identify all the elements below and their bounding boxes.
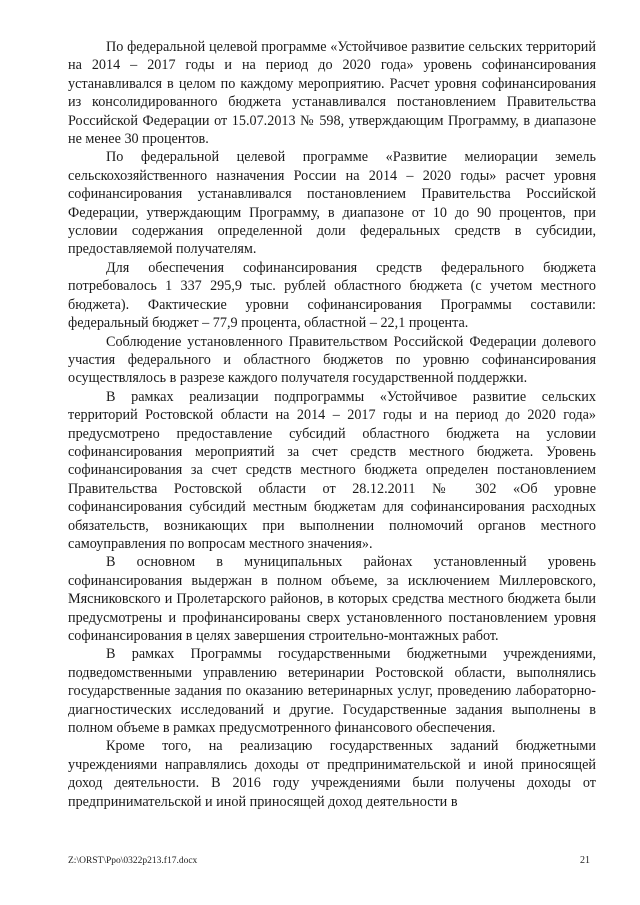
page-number: 21: [580, 855, 590, 866]
paragraph-8: Кроме того, на реализацию государственных заданий бюджетными учреждениями направлялись доходы от предпринимательской и иной приносящей доход деятельности. В 2016 году учреждениями были получены доходы от предпринимательской и иной приносящей доход деятельности в: [68, 738, 596, 810]
paragraph-6: В основном в муниципальных районах установленный уровень софинансирования выдержан в полном объеме, за исключением Миллеровского, Мясниковского и Пролетарского районов, в которых средства местного бюджета были предусмотрены и профинансированы сверх установленного постановлением уровня софинансирования в целях завершения строительно-монтажных работ.: [68, 554, 596, 644]
footer-file-path: Z:\ORST\Ppo\0322p213.f17.docx: [68, 856, 198, 866]
paragraph-5: В рамках реализации подпрограммы «Устойчивое развитие сельских территорий Ростовской области на 2014 – 2017 годы и на период до 2020 года» предусмотрено предоставление субсидий областного бюджета на условии софинансирования мероприятий за счет средств местного бюджета. Уровень софинансирования за счет средств местного бюджета определен постановлением Правительства Ростовской области от 28.12.2011 № 302 «Об уровне софинансирования субсидий местным бюджетам для софинансирования расходных обязательств, возникающих при выполнении полномочий органов местного самоуправления по вопросам местного значения».: [68, 388, 596, 552]
paragraph-3: Для обеспечения софинансирования средств федерального бюджета потребовалось 1 337 295,9 тыс. рублей областного бюджета (с учетом местного бюджета). Фактические уровни софинансирования Программы составили: федеральный бюджет – 77,9 процента, областной – 22,1 процента.: [68, 259, 596, 332]
paragraph-7: В рамках Программы государственными бюджетными учреждениями, подведомственными управлению ветеринарии Ростовской области, выполнялись государственные задания по оказанию ветеринарных услуг, проведению лабораторно-диагностических исследований и другие. Государственные задания выполнены в полном объеме в рамках предусмотренного финансового обеспечения.: [68, 646, 596, 737]
paragraph-4: Соблюдение установленного Правительством Российской Федерации долевого участия федерального и областного бюджетов по уровню софинансирования осуществлялось в разрезе каждого получателя государственной поддержки.: [68, 333, 596, 387]
document-body: [68, 38, 596, 811]
paragraph-1: По федеральной целевой программе «Устойчивое развитие сельских территорий на 2014 – 2017 годы и на период до 2020 года» уровень софинансирования устанавливался в целом по каждому мероприятию. Расчет уровня софинансирования из консолидированного бюджета устанавливался постановлением Правительства Российской Федерации от 15.07.2013 № 598, утверждающим Программу, в диапазоне не менее 30 процентов.: [68, 39, 596, 148]
paragraph-2: По федеральной целевой программе «Развитие мелиорации земель сельскохозяйственного назначения России на 2014 – 2020 годы» расчет уровня софинансирования устанавливался постановлением Правительства Российской Федерации, утверждающим Программу, в диапазоне от 10 до 90 процентов, при условии содержания определенной доли федеральных средств в субсидии, предоставляемой получателям.: [68, 149, 596, 258]
